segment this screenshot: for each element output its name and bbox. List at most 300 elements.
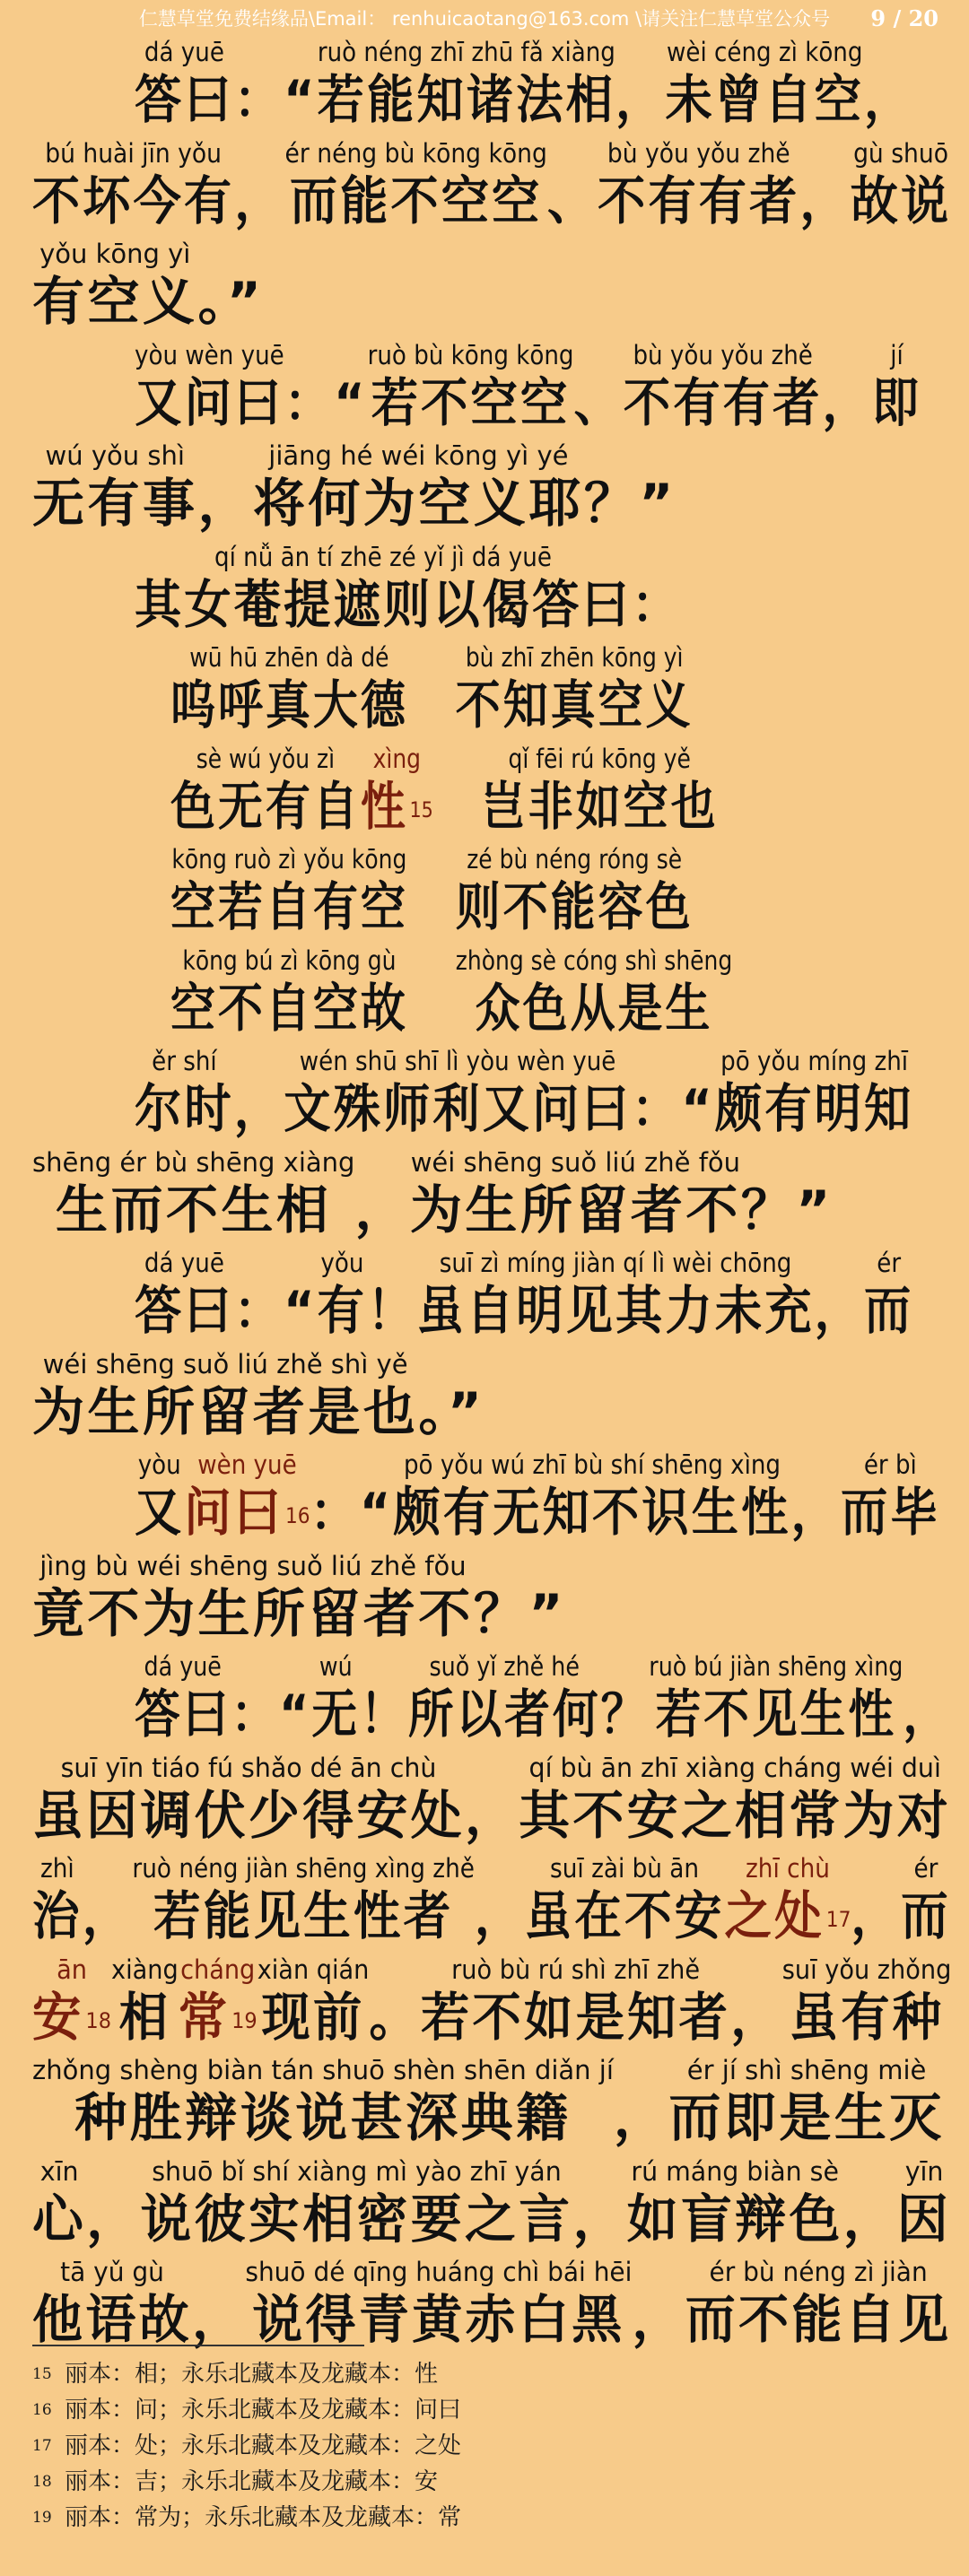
pinyin	[632, 541, 681, 573]
hanzi-text: 。	[369, 1986, 421, 2048]
hanzi	[632, 2288, 685, 2351]
hanzi	[433, 775, 481, 838]
hanzi-text: 颇有明知	[714, 1078, 914, 1139]
pinyin: wú	[319, 1651, 353, 1682]
pinyin: gù shuō	[853, 137, 948, 169]
hanzi	[872, 371, 921, 434]
pinyin: dá yuē	[144, 1651, 222, 1682]
ruby-segment	[231, 1650, 311, 1745]
text-line	[170, 843, 951, 938]
ruby-segment	[851, 1852, 901, 1947]
ruby-segment	[614, 2054, 668, 2149]
ruby-segment	[418, 1348, 484, 1443]
hanzi-text: 说得青黄赤白黑	[252, 2289, 625, 2350]
pinyin	[730, 1954, 782, 1986]
hanzi-text: ，	[822, 371, 872, 433]
ruby-segment	[791, 1449, 841, 1544]
ruby-segment	[170, 944, 408, 1040]
hanzi-text: 即	[871, 371, 922, 433]
ruby-segment	[456, 944, 732, 1040]
hanzi	[573, 371, 623, 434]
hanzi	[614, 2086, 668, 2149]
pinyin: wú yǒu shì	[45, 440, 185, 471]
ruby-segment	[841, 1449, 940, 1544]
pinyin: ér bù néng zì jiàn	[709, 2257, 928, 2287]
hanzi	[253, 472, 584, 535]
hanzi	[525, 1884, 725, 1947]
pinyin: jí	[890, 339, 904, 370]
hanzi-text: ？	[600, 1684, 650, 1745]
hanzi	[791, 1481, 841, 1544]
pinyin: xiàng	[111, 1954, 179, 1985]
pinyin: ér jí shì shēng miè	[686, 2055, 927, 2085]
hanzi	[724, 1884, 851, 1947]
text-line	[170, 944, 951, 1040]
pinyin: xìng	[372, 743, 422, 774]
ruby-segment	[741, 1146, 834, 1241]
pinyin: ér néng bù kōng kōng	[284, 137, 547, 169]
pinyin: xiàn qián	[257, 1954, 370, 1985]
ruby-segment	[135, 1650, 231, 1745]
hanzi	[140, 2188, 572, 2250]
ruby-segment	[245, 2256, 632, 2351]
text-line	[32, 1852, 951, 1947]
footnote-text: 丽本：问；永乐北藏本及龙藏本：问曰	[65, 2397, 462, 2424]
hanzi-text: 为生所留者不	[409, 1179, 741, 1240]
ruby-segment	[32, 1954, 111, 2049]
ruby-segment	[843, 2155, 897, 2250]
ruby-segment	[421, 1954, 730, 2049]
pinyin	[475, 1852, 525, 1884]
hanzi	[318, 1279, 367, 1342]
pinyin	[408, 944, 456, 977]
pinyin: kōng ruò zì yǒu kōng	[171, 844, 407, 875]
hanzi-text: 又问曰	[135, 371, 284, 433]
hanzi-text: ，	[842, 2188, 897, 2250]
pinyin: zhòng sè cóng shì shēng	[455, 944, 733, 976]
ruby-segment	[32, 2155, 86, 2250]
pinyin	[632, 1045, 715, 1077]
pinyin: zhì	[39, 1853, 74, 1884]
ruby-segment	[135, 541, 632, 636]
pinyin	[408, 641, 456, 674]
pinyin	[360, 1650, 408, 1683]
ruby-segment	[897, 2155, 951, 2250]
hanzi	[135, 1683, 231, 1745]
hanzi	[234, 1279, 318, 1342]
hanzi	[179, 1986, 258, 2049]
footnote-number: 15	[32, 2365, 52, 2383]
hanzi	[231, 1683, 311, 1745]
hanzi-text: 空若自有空	[170, 876, 408, 937]
ruby-segment	[685, 2256, 952, 2351]
text-line	[135, 1449, 951, 1544]
pinyin: yòu wèn yuē	[135, 339, 284, 370]
hanzi-text: 无有事	[32, 473, 198, 534]
ruby-segment	[234, 36, 318, 131]
ruby-segment	[318, 1247, 367, 1342]
footnote-marker: 16	[284, 1503, 310, 1528]
ruby-segment	[465, 1752, 519, 1847]
hanzi-text: 。”	[197, 271, 265, 332]
hanzi-text: 呜呼真大德	[170, 674, 408, 735]
ruby-segment	[627, 2155, 843, 2250]
pinyin	[474, 1550, 566, 1582]
pinyin: jiāng hé wéi kōng yì yé	[268, 440, 569, 471]
pinyin	[234, 36, 318, 68]
pinyin: wū hū zhēn dà dé	[189, 642, 389, 673]
hanzi	[421, 1986, 730, 2049]
ruby-segment	[408, 944, 456, 1040]
hanzi	[903, 1683, 951, 1745]
pinyin	[632, 2256, 685, 2288]
hanzi	[851, 1884, 901, 1947]
ruby-segment	[665, 36, 864, 131]
hanzi	[456, 875, 694, 938]
hanzi-text: 问曰	[184, 1482, 284, 1543]
ruby-segment	[584, 439, 677, 535]
hanzi	[741, 1179, 834, 1241]
ruby-segment	[632, 1045, 715, 1140]
text-line	[32, 137, 952, 232]
hanzi	[284, 1077, 632, 1140]
hanzi	[408, 1683, 601, 1745]
ruby-segment	[258, 1954, 370, 2049]
pinyin	[86, 2155, 140, 2188]
footnote-number: 19	[32, 2509, 52, 2527]
footnote-marker: 19	[231, 2007, 258, 2033]
hanzi	[311, 1683, 360, 1745]
footnote-number: 16	[32, 2401, 52, 2419]
hanzi-text: 若不空空	[371, 371, 571, 433]
pinyin: pō yǒu míng zhī	[720, 1046, 909, 1076]
pinyin	[903, 1650, 951, 1683]
hanzi	[668, 2086, 944, 2149]
hanzi-text: 虽有种	[789, 1986, 945, 2048]
hanzi-text: 有空义	[32, 271, 198, 332]
footnote-text: 丽本：处；永乐北藏本及龙藏本：之处	[65, 2432, 462, 2459]
ruby-segment	[32, 1752, 465, 1847]
hanzi	[132, 1884, 474, 1947]
ruby-segment	[433, 743, 481, 838]
hanzi	[456, 674, 694, 736]
hanzi-text: 虽因调伏少得安处	[32, 1784, 465, 1846]
hanzi	[83, 1884, 133, 1947]
pinyin: qí nǚ ān tí zhē zé yǐ jì dá yuē	[214, 541, 552, 572]
ruby-segment	[393, 1449, 790, 1544]
hanzi	[32, 1380, 418, 1443]
pinyin	[822, 339, 871, 371]
hanzi	[170, 775, 361, 838]
ruby-segment	[86, 2155, 140, 2250]
hanzi-text: 不有有者	[598, 170, 800, 231]
hanzi-text: 文殊师利又问曰	[284, 1078, 632, 1139]
ruby-segment	[234, 137, 284, 232]
hanzi-text: 众色从是生	[475, 977, 713, 1039]
hanzi-text: 说彼实相密要之言	[140, 2188, 573, 2250]
pinyin: zé bù néng róng sè	[467, 844, 683, 875]
pinyin	[408, 843, 456, 875]
footnote-number: 18	[32, 2473, 52, 2491]
ruby-segment	[367, 1247, 416, 1342]
pinyin: bù yǒu yǒu zhě	[607, 137, 790, 169]
pinyin: pō yǒu wú zhī bù shí shēng xìng	[403, 1449, 781, 1480]
pinyin	[354, 1146, 409, 1179]
hanzi	[799, 170, 850, 232]
pinyin: suǒ yǐ zhě hé	[429, 1651, 580, 1682]
hanzi-text: 答曰	[135, 1280, 234, 1341]
ruby-segment	[32, 439, 197, 535]
ruby-segment	[311, 1650, 360, 1745]
hanzi	[456, 977, 732, 1040]
hanzi-text: 而不能自见	[685, 2289, 952, 2350]
hanzi-text: 而	[864, 1280, 914, 1341]
ruby-segment	[573, 339, 623, 434]
ruby-segment	[234, 1045, 284, 1140]
hanzi	[170, 977, 408, 1040]
ruby-segment	[903, 1650, 951, 1745]
hanzi	[135, 68, 234, 131]
ruby-segment	[410, 1146, 741, 1241]
ruby-segment	[822, 339, 871, 434]
hanzi	[32, 1582, 474, 1645]
hanzi-text: ，	[197, 473, 253, 534]
footnote	[32, 2501, 461, 2535]
hanzi	[624, 371, 823, 434]
text-line	[32, 439, 938, 535]
hanzi	[135, 1279, 234, 1342]
hanzi-text: 若能知诸法相	[317, 69, 616, 130]
hanzi	[32, 1784, 465, 1847]
pinyin: cháng	[180, 1954, 256, 1985]
hanzi-text: ！	[367, 1280, 417, 1341]
hanzi	[408, 977, 456, 1040]
ruby-segment	[624, 339, 823, 434]
hanzi-text: ，	[615, 69, 666, 130]
pinyin: ér	[877, 1248, 902, 1278]
pinyin	[851, 1852, 901, 1884]
hanzi-text: ：“	[284, 371, 368, 433]
hanzi-text: ，	[82, 1885, 133, 1946]
text-line	[32, 1752, 952, 1847]
hanzi	[184, 1481, 310, 1544]
hanzi	[864, 1279, 913, 1342]
hanzi	[474, 1582, 566, 1645]
hanzi	[234, 170, 284, 232]
hanzi	[475, 1884, 525, 1947]
hanzi	[32, 472, 197, 535]
pinyin: ér bì	[863, 1449, 917, 1480]
hanzi	[843, 2188, 897, 2250]
hanzi	[901, 1884, 951, 1947]
hanzi-text: 若不见生性	[655, 1684, 897, 1745]
pinyin: tā yǔ gù	[60, 2257, 164, 2287]
hanzi	[361, 775, 433, 838]
pinyin: suī yǒu zhǒng	[781, 1954, 952, 1985]
hanzi	[841, 1481, 940, 1544]
hanzi	[815, 1279, 864, 1342]
hanzi	[32, 2188, 86, 2250]
pinyin	[547, 137, 598, 170]
ruby-segment	[369, 1954, 421, 2049]
footnote-number: 17	[32, 2437, 52, 2455]
hanzi	[897, 2188, 951, 2250]
hanzi-text: ，	[234, 170, 285, 231]
hanzi-text: 不有有者	[623, 371, 823, 433]
ruby-segment	[632, 2256, 685, 2351]
text-line	[32, 2054, 945, 2149]
pinyin	[615, 36, 665, 68]
ruby-segment	[456, 641, 694, 736]
ruby-segment	[32, 1348, 418, 1443]
ruby-segment	[197, 439, 252, 535]
hanzi	[465, 1784, 519, 1847]
hanzi-text: ！	[360, 1684, 408, 1745]
text-line	[32, 1348, 938, 1443]
footnote	[32, 2357, 438, 2391]
pinyin: bú huài jīn yǒu	[45, 137, 222, 169]
hanzi	[393, 1481, 790, 1544]
footnote-text: 丽本：吉；永乐北藏本及龙藏本：安	[65, 2468, 439, 2495]
pinyin: ruò néng zhī zhū fǎ xiàng	[317, 37, 615, 67]
hanzi	[135, 573, 632, 636]
text-line	[135, 1045, 951, 1140]
ruby-segment	[360, 1650, 408, 1745]
hanzi	[822, 371, 871, 434]
hanzi	[730, 1986, 782, 2049]
pinyin: dá yuē	[144, 1248, 224, 1278]
pinyin: zhī chù	[746, 1853, 830, 1884]
pinyin: ruò bú jiàn shēng xìng	[649, 1651, 904, 1682]
hanzi-text: 其不安之相常为对	[519, 1784, 952, 1846]
ruby-segment	[782, 1954, 952, 2049]
hanzi	[851, 170, 952, 232]
pinyin: bù yǒu yǒu zhě	[633, 339, 813, 370]
hanzi	[32, 1179, 354, 1241]
text-line	[32, 2256, 952, 2351]
hanzi	[601, 1683, 650, 1745]
hanzi	[665, 68, 864, 131]
hanzi-text: 他语故	[32, 2289, 193, 2350]
header-title: 仁慧草堂免费结缘品\Email： renhuicaotang@163.com \请关注仁慧草堂公众号	[138, 8, 831, 30]
pinyin	[601, 1650, 650, 1683]
pinyin: jìng bù wéi shēng suǒ liú zhě fǒu	[39, 1550, 467, 1581]
pinyin	[418, 1348, 484, 1380]
pinyin: yǒu kōng yì	[39, 239, 191, 269]
pinyin	[197, 439, 252, 472]
hanzi	[234, 1077, 284, 1140]
hanzi-text: 无	[311, 1684, 361, 1745]
hanzi-text: ，	[464, 1784, 519, 1846]
text-line	[32, 1550, 938, 1645]
ruby-segment	[170, 641, 408, 736]
hanzi	[418, 1380, 484, 1443]
hanzi-text: 尔时	[135, 1078, 234, 1139]
hanzi-text: 现前	[261, 1986, 365, 2048]
hanzi-text: 为生所留者是也	[32, 1380, 419, 1442]
ruby-segment	[519, 1752, 951, 1847]
pinyin	[741, 1146, 834, 1179]
pinyin	[584, 439, 677, 472]
ruby-segment	[32, 2054, 614, 2149]
hanzi	[360, 1683, 408, 1745]
pinyin	[465, 1752, 519, 1784]
ruby-segment	[799, 137, 850, 232]
hanzi	[649, 1683, 903, 1745]
pinyin	[433, 743, 481, 775]
hanzi-text: ，	[233, 1078, 284, 1139]
text-line	[32, 1146, 938, 1241]
ruby-segment	[135, 1045, 234, 1140]
hanzi-text: ，	[864, 69, 914, 130]
footnote-marker: 17	[825, 1907, 851, 1932]
text-line	[135, 541, 951, 636]
pinyin: bù zhī zhēn kōng yì	[465, 642, 684, 673]
hanzi	[408, 674, 456, 736]
ruby-segment	[632, 541, 681, 636]
hanzi-text: 岂非如空也	[480, 775, 719, 837]
hanzi	[519, 1784, 951, 1847]
hanzi-text: ，	[799, 170, 851, 231]
hanzi-text: 所以者何	[407, 1684, 601, 1745]
ruby-segment	[408, 641, 456, 736]
hanzi	[416, 1279, 814, 1342]
ruby-segment	[601, 1650, 650, 1745]
hanzi-text: ，	[572, 2188, 627, 2250]
ruby-segment	[724, 1852, 851, 1947]
ruby-segment	[901, 1852, 951, 1947]
ruby-segment	[284, 339, 368, 434]
ruby-segment	[649, 1650, 903, 1745]
footnote-text: 丽本：相；永乐北藏本及龙藏本：性	[65, 2361, 439, 2388]
hanzi	[192, 2288, 245, 2351]
page-number: 9 / 20	[870, 5, 938, 31]
hanzi-text: 未曾自空	[665, 69, 865, 130]
pinyin	[367, 1247, 416, 1279]
pinyin: shuō dé qīng huáng chì bái hēi	[245, 2257, 633, 2287]
hanzi-text: ，	[730, 1986, 782, 2048]
hanzi	[197, 472, 252, 535]
hanzi	[367, 1279, 416, 1342]
pinyin	[843, 2155, 897, 2188]
hanzi-text: ？”	[473, 1582, 566, 1644]
hanzi-text: 虽自明见其力未充	[416, 1280, 815, 1341]
footnote-text: 丽本：常为；永乐北藏本及龙藏本：常	[65, 2504, 462, 2531]
pinyin: sè wú yǒu zì	[196, 743, 336, 774]
pinyin: ruò bù rú shì zhī zhě	[451, 1954, 701, 1985]
hanzi	[782, 1986, 952, 2049]
pinyin	[310, 1449, 394, 1481]
hanzi-text: 、	[573, 371, 624, 433]
pinyin	[234, 137, 284, 170]
hanzi	[234, 68, 318, 131]
hanzi	[32, 1986, 111, 2049]
footnote	[32, 2465, 438, 2499]
pinyin: zhǒng shèng biàn tán shuō shèn shēn diǎn jí	[32, 2055, 614, 2085]
ruby-segment	[170, 843, 408, 938]
ruby-segment	[715, 1045, 914, 1140]
hanzi	[318, 68, 615, 131]
ruby-segment	[179, 1954, 258, 2049]
pinyin	[284, 339, 368, 371]
hanzi-text: 心	[32, 2188, 87, 2250]
hanzi	[627, 2188, 843, 2250]
ruby-segment	[192, 2256, 245, 2351]
footnote-marker: 15	[409, 796, 433, 822]
pinyin	[234, 1045, 284, 1077]
hanzi-text: 其女菴提遮则以偈答曰	[135, 573, 632, 635]
ruby-segment	[572, 2155, 626, 2250]
